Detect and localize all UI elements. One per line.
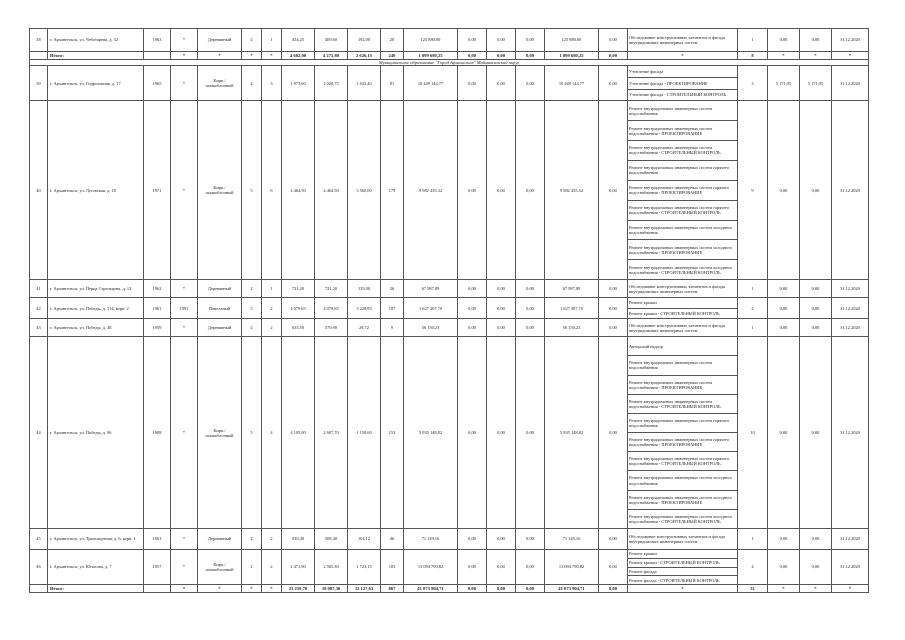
cell-unit2: * [800, 52, 832, 60]
cell-year [144, 585, 171, 593]
cell-unit1: 0,00 [768, 280, 800, 298]
cell-year2: * [171, 29, 198, 52]
cell-c4: 0,00 [599, 319, 628, 337]
table-row [30, 101, 869, 280]
table-row [30, 319, 869, 337]
table-row [30, 298, 869, 319]
cell-c3: 0,00 [516, 29, 545, 52]
cell-c3: 0,00 [516, 319, 545, 337]
cell-c2: 0,00 [487, 319, 516, 337]
work-item: Ремонт внутридомовых инженерных систем горячего водоснабжения - ПРОЕКТИРОВАНИЕ [628, 433, 737, 452]
cell-c3: 0,00 [516, 280, 545, 298]
cell-cost: 125 880,00 [404, 29, 458, 52]
work-item: Ремонт крыши - СТРОИТЕЛЬНЫЙ КОНТРОЛЬ [629, 310, 720, 316]
cell-count: 4 [738, 550, 768, 585]
cell-c2: 0,00 [487, 550, 516, 585]
cell-year: 1957 [144, 550, 171, 585]
cell-residents: 20 [381, 29, 404, 52]
cell-unit2: 0,00 [800, 337, 832, 529]
cell-residents: 107 [381, 298, 404, 319]
cell-cost2: 9 982 435,32 [545, 101, 599, 280]
work-item: Ремонт внутридомовых инженерных систем холодного водоснабжения - ПРОЕКТИРОВАНИЕ [628, 491, 737, 510]
cell-num: 42 [30, 298, 48, 319]
cell-entrances: 3 [262, 66, 282, 101]
cell-material: * [198, 52, 242, 60]
cell-num: 38 [30, 29, 48, 52]
cell-area-total: 4 464,50 [282, 101, 315, 280]
cell-residents: 9 [381, 319, 404, 337]
cell-entrances: 1 [262, 280, 282, 298]
cell-num: 46 [30, 550, 48, 585]
cell-area-total: 721,20 [282, 280, 315, 298]
cell-area-living: 2 565,30 [315, 550, 348, 585]
cell-num: 40 [30, 101, 48, 280]
cell-entrances: * [262, 52, 282, 60]
cell-unit1: 0,00 [768, 337, 800, 529]
cell-num: 45 [30, 529, 48, 550]
works-cell [628, 29, 738, 52]
cell-num [30, 52, 48, 60]
cell-cost: 41 073 904,71 [404, 585, 458, 593]
cell-c2: 0,00 [487, 66, 516, 101]
cell-year: 1959 [144, 319, 171, 337]
cell-year2: * [171, 529, 198, 550]
cell-floors: 2 [242, 280, 262, 298]
cell-area-res: 135,00 [348, 280, 381, 298]
cell-area-res: 12 127,63 [348, 585, 381, 593]
cell-c1: 0,00 [458, 529, 487, 550]
cell-unit1: 0,00 [768, 319, 800, 337]
cell-floors: 5 [242, 337, 262, 529]
cell-cost: 1 099 680,25 [404, 52, 458, 60]
cell-area-res: 2 626,15 [348, 52, 381, 60]
cell-cost2: 125 880,00 [545, 29, 599, 52]
cell-year2: * [171, 585, 198, 593]
cell-count: 1 [738, 319, 768, 337]
work-item: Ремонт внутридомовых инженерных систем холодного водоснабжения - СТРОИТЕЛЬНЫЙ КОНТРОЛЬ [629, 264, 733, 275]
cell-unit2: 0,00 [800, 319, 832, 337]
cell-residents: 81 [381, 66, 404, 101]
works-cell [628, 298, 738, 319]
cell-date: 31.12.2020 [832, 529, 869, 550]
work-item: Ремонт внутридомовых инженерных систем водоснабжения - ПРОЕКТИРОВАНИЕ [628, 121, 737, 141]
cell-year [144, 52, 171, 60]
works-cell [628, 52, 738, 60]
cell-c3: 0,00 [516, 550, 545, 585]
cell-floors: 5 [242, 101, 262, 280]
cell-material: Деревянный [198, 529, 242, 550]
cell-cost: 5 935 148,82 [404, 337, 458, 529]
cell-floors: * [242, 585, 262, 593]
table-row [30, 66, 869, 101]
cell-area-res: 28,72 [348, 319, 381, 337]
work-item: Ремонт внутридомовых инженерных систем холодного водоснабжения [628, 471, 737, 490]
cell-area-res: 1 158,69 [348, 337, 381, 529]
cell-area-total: 454,25 [282, 29, 315, 52]
cell-floors: 2 [242, 319, 262, 337]
cell-entrances: 2 [262, 319, 282, 337]
work-item: Ремонт крыши [628, 550, 737, 559]
work-item: Обследование конструктивных элементов и фасада внутридомовых инженерных систем [629, 34, 725, 45]
cell-unit2: 0,00 [800, 298, 832, 319]
work-item: Ремонт внутридомовых инженерных систем горячего водоснабжения [628, 161, 737, 181]
cell-c2: 0,00 [487, 29, 516, 52]
cell-c3: 0,00 [516, 529, 545, 550]
cell-material: Деревянный [198, 280, 242, 298]
cell-entrances: 6 [262, 101, 282, 280]
cell-count: 1 [738, 280, 768, 298]
cell-date: 31.12.2020 [832, 29, 869, 52]
cell-c4: 0,00 [599, 550, 628, 585]
cell-address: г. Архангельск, ул. Транспортная, д. 6, корп. 1 [48, 529, 144, 550]
works-cell [628, 585, 738, 593]
cell-c1: 0,00 [458, 550, 487, 585]
cell-unit1: 0,00 [768, 298, 800, 319]
cell-c3: 0,00 [516, 298, 545, 319]
cell-year2: * [171, 319, 198, 337]
cell-area-res: 104,12 [348, 529, 381, 550]
cell-address: Итого: [48, 585, 144, 593]
cell-c3: 0,00 [516, 101, 545, 280]
cell-c3: 0,00 [516, 585, 545, 593]
table-row [30, 550, 869, 585]
cell-area-living: 409,60 [315, 29, 348, 52]
cell-residents: 179 [381, 101, 404, 280]
work-item: Ремонт крыши - СТРОИТЕЛЬНЫЙ КОНТРОЛЬ [628, 559, 737, 568]
cell-material: Кирп./ шлакоблочный [198, 101, 242, 280]
table-body [30, 29, 869, 593]
cell-c3: 0,00 [516, 66, 545, 101]
cell-entrances: 2 [262, 529, 282, 550]
total-row [30, 52, 869, 60]
cell-material: Кирп./ шлакоблочный [198, 66, 242, 101]
cell-material: Деревянный [198, 319, 242, 337]
cell-c2: 0,00 [487, 337, 516, 529]
cell-c2: 0,00 [487, 585, 516, 593]
cell-floors: 2 [242, 29, 262, 52]
cell-date: * [832, 52, 869, 60]
cell-c3: 0,00 [516, 337, 545, 529]
cell-area-living: 4 464,50 [315, 101, 348, 280]
cell-c1: 0,00 [458, 66, 487, 101]
table-row [30, 280, 869, 298]
cell-c1: 0,00 [458, 29, 487, 52]
work-item: Ремонт внутридомовых инженерных систем холодного водоснабжения [628, 221, 737, 241]
cell-unit2: 0,00 [800, 101, 832, 280]
cell-date: 31.12.2020 [832, 66, 869, 101]
cell-area-living: 18 087,30 [315, 585, 348, 593]
cell-date: 31.12.2020 [832, 101, 869, 280]
work-item: Утепление фасада [628, 66, 737, 78]
cell-area-res: 1 632,40 [348, 66, 381, 101]
cell-unit2: 5 171,05 [800, 66, 832, 101]
work-item: Ремонт внутридомовых инженерных систем водоснабжения - ПРОЕКТИРОВАНИЕ [628, 376, 737, 395]
cell-material: Кирп./ шлакоблочный [198, 550, 242, 585]
cell-year: 1988 [144, 337, 171, 529]
works-cell [628, 337, 738, 529]
cell-year: 1971 [144, 101, 171, 280]
cell-year: 1965 [144, 66, 171, 101]
cell-count: 2 [738, 298, 768, 319]
cell-cost: 56 150,23 [404, 319, 458, 337]
cell-year: 1961 [144, 529, 171, 550]
cell-residents: 249 [381, 52, 404, 60]
cell-date: 31.12.2020 [832, 550, 869, 585]
cell-address: г. Архангельск, ул. Победы, д. 96 [48, 337, 144, 529]
cell-unit1: 5 171,05 [768, 66, 800, 101]
work-item: Ремонт внутридомовых инженерных систем водоснабжения [628, 101, 737, 121]
cell-year2: * [171, 66, 198, 101]
cell-cost2: 41 073 904,71 [545, 585, 599, 593]
cell-cost2: 1 099 680,25 [545, 52, 599, 60]
cell-date: 31.12.2020 [832, 337, 869, 529]
work-item: Ремонт внутридомовых инженерных систем горячего водоснабжения - СТРОИТЕЛЬНЫЙ КОНТРОЛЬ [628, 452, 737, 471]
cell-cost2: 56 150,23 [545, 319, 599, 337]
cell-area-living: 579,90 [315, 319, 348, 337]
cell-unit2: 0,00 [800, 529, 832, 550]
cell-c1: 0,00 [458, 280, 487, 298]
cell-count: 1 [738, 529, 768, 550]
cell-area-total: 4 602,00 [282, 52, 315, 60]
cell-area-total: 510,40 [282, 529, 315, 550]
cell-unit1: 0,00 [768, 529, 800, 550]
cell-c4: 0,00 [599, 280, 628, 298]
cell-area-total: 635,50 [282, 319, 315, 337]
cell-count: 31 [738, 585, 768, 593]
cell-c2: 0,00 [487, 529, 516, 550]
cell-unit1: 0,00 [768, 550, 800, 585]
cell-area-total: 2 471,90 [282, 550, 315, 585]
cell-material: Деревянный [198, 29, 242, 52]
work-item: Утепление фасада - ПРОЕКТИРОВАНИЕ [628, 78, 737, 90]
cell-c4: 0,00 [599, 529, 628, 550]
cell-year2: * [171, 52, 198, 60]
cell-c1: 0,00 [458, 585, 487, 593]
cell-entrances: 1 [262, 29, 282, 52]
cell-area-living: 4 271,80 [315, 52, 348, 60]
table-row [30, 529, 869, 550]
work-item: Ремонт внутридомовых инженерных систем холодного водоснабжения - СТРОИТЕЛЬНЫЙ КОНТРОЛЬ [629, 513, 733, 524]
cell-residents: 46 [381, 529, 404, 550]
cell-c1: 0,00 [458, 101, 487, 280]
work-item: Обследование конструктивных элементов и фасада внутридомовых инженерных систем [629, 283, 725, 294]
cell-year2: 1991 [171, 298, 198, 319]
cell-c1: 0,00 [458, 319, 487, 337]
cell-c4: 0,00 [599, 585, 628, 593]
cell-date: 31.12.2020 [832, 280, 869, 298]
cell-cost2: 67 987,89 [545, 280, 599, 298]
cell-residents: 153 [381, 337, 404, 529]
cell-area-living: 4 079,65 [315, 298, 348, 319]
cell-c2: 0,00 [487, 52, 516, 60]
cell-year2: * [171, 280, 198, 298]
cell-area-total: 4 105,00 [282, 337, 315, 529]
work-item: Утепление фасада - СТРОИТЕЛЬНЫЙ КОНТРОЛЬ [629, 92, 727, 98]
cell-cost2: 10 449 144,77 [545, 66, 599, 101]
works-cell [628, 101, 738, 280]
cell-address: г. Архангельск, ул. Юнасова, д. 7 [48, 550, 144, 585]
cell-count: 9 [738, 101, 768, 280]
cell-num: 44 [30, 337, 48, 529]
cell-date: * [832, 585, 869, 593]
cell-address: г. Архангельск, ул. Перца Стрельцова, д. 13 [48, 280, 144, 298]
municipality-title: Муниципальное образование "Город Архангельск" Маймаксанский округ [30, 60, 869, 66]
cell-year: 1962 [144, 280, 171, 298]
cell-area-res: 3 228,83 [348, 298, 381, 319]
cell-area-total: 23 259,70 [282, 585, 315, 593]
cell-cost: 1 627 307,70 [404, 298, 458, 319]
cell-unit1: * [768, 52, 800, 60]
cell-c2: 0,00 [487, 101, 516, 280]
cell-count: 1 [738, 29, 768, 52]
cell-date: 31.12.2020 [832, 298, 869, 319]
cell-unit1: * [768, 585, 800, 593]
cell-floors: 2 [242, 529, 262, 550]
cell-c1: 0,00 [458, 337, 487, 529]
cell-area-total: 1 873,60 [282, 66, 315, 101]
cell-cost2: 5 935 148,82 [545, 337, 599, 529]
cell-count: 8 [738, 52, 768, 60]
table-row [30, 337, 869, 529]
cell-residents: 26 [381, 280, 404, 298]
cell-address: г. Архангельск, ул. Чеботарева, д. 32 [48, 29, 144, 52]
work-item: Ремонт внутридомовых инженерных систем водоснабжения [628, 356, 737, 375]
cell-unit1: 0,00 [768, 101, 800, 280]
work-item: Обследование конструктивных элементов и фасада внутридомовых инженерных систем [629, 533, 725, 544]
cell-c1: 0,00 [458, 52, 487, 60]
cell-area-living: 2 607,70 [315, 337, 348, 529]
cell-year2: * [171, 337, 198, 529]
cell-cost2: 71 149,16 [545, 529, 599, 550]
cell-residents: 867 [381, 585, 404, 593]
cell-year: 1963 [144, 29, 171, 52]
total-row [30, 585, 869, 593]
cell-floors: 2 [242, 550, 262, 585]
work-item: Ремонт внутридомовых инженерных систем холодного водоснабжения - ПРОЕКТИРОВАНИЕ [628, 240, 737, 260]
cell-c1: 0,00 [458, 298, 487, 319]
cell-num: 43 [30, 319, 48, 337]
cell-cost: 10 449 144,77 [404, 66, 458, 101]
cell-cost2: 1 627 307,70 [545, 298, 599, 319]
cell-count: 10 [738, 337, 768, 529]
cell-material: Кирп./ шлакоблочный [198, 337, 242, 529]
cell-cost2: 13 094 790,82 [545, 550, 599, 585]
cell-date: 31.12.2020 [832, 319, 869, 337]
cell-unit2: 0,00 [800, 550, 832, 585]
cell-area-living: 2 020,75 [315, 66, 348, 101]
work-item: Ремонт внутридомовых инженерных систем горячего водоснабжения - ПРОЕКТИРОВАНИЕ [628, 181, 737, 201]
cell-year2: * [171, 101, 198, 280]
cell-unit2: * [800, 585, 832, 593]
cell-cost: 13 094 790,82 [404, 550, 458, 585]
cell-cost: 67 987,89 [404, 280, 458, 298]
work-item: Обследование конструктивных элементов и фасада внутридомовых инженерных систем [629, 322, 725, 333]
cell-area-living: 721,20 [315, 280, 348, 298]
cell-floors: 4 [242, 66, 262, 101]
cell-address: Итого: [48, 52, 144, 60]
cell-count: 3 [738, 66, 768, 101]
work-item: * [681, 52, 684, 58]
cell-c2: 0,00 [487, 298, 516, 319]
works-cell [628, 529, 738, 550]
work-item: Ремонт внутридомовых инженерных систем горячего водоснабжения [628, 414, 737, 433]
work-item: Авторский надзор [628, 337, 737, 356]
cell-address: г. Архангельск, ул. Победы, д. 114, корп. 2 [48, 298, 144, 319]
cell-residents: 183 [381, 550, 404, 585]
work-item: Ремонт внутридомовых инженерных систем водоснабжения - СТРОИТЕЛЬНЫЙ КОНТРОЛЬ [628, 395, 737, 414]
cell-unit2: 0,00 [800, 280, 832, 298]
cell-entrances: 2 [262, 298, 282, 319]
cell-c4: 0,00 [599, 298, 628, 319]
works-cell [628, 550, 738, 585]
cell-area-res: 192,00 [348, 29, 381, 52]
works-cell [628, 280, 738, 298]
cell-num: 39 [30, 66, 48, 101]
work-item: Ремонт внутридомовых инженерных систем водоснабжения - СТРОИТЕЛЬНЫЙ КОНТРОЛЬ [628, 141, 737, 161]
cell-c4: 0,00 [599, 66, 628, 101]
cell-c4: 0,00 [599, 29, 628, 52]
cell-area-living: 508,40 [315, 529, 348, 550]
cell-year: 1961 [144, 298, 171, 319]
cell-material: * [198, 585, 242, 593]
work-item: Ремонт фасада - СТРОИТЕЛЬНЫЙ КОНТРОЛЬ [629, 577, 720, 583]
cell-num [30, 585, 48, 593]
cell-cost: 9 982 435,32 [404, 101, 458, 280]
cell-unit1: 0,00 [768, 29, 800, 52]
cell-cost: 71 149,16 [404, 529, 458, 550]
cell-floors: 5 [242, 298, 262, 319]
cell-unit2: 0,00 [800, 29, 832, 52]
cell-c4: 0,00 [599, 101, 628, 280]
work-item: Ремонт внутридомовых инженерных систем горячего водоснабжения - СТРОИТЕЛЬНЫЙ КОНТРОЛЬ [628, 201, 737, 221]
cell-address: г. Архангельск, ул. Победы, д. 48 [48, 319, 144, 337]
capital-repair-table [29, 28, 869, 593]
work-item: Ремонт крыши [628, 298, 737, 309]
cell-c4: 0,00 [599, 52, 628, 60]
works-cell [628, 66, 738, 101]
cell-area-total: 4 079,65 [282, 298, 315, 319]
table-row [30, 29, 869, 52]
works-cell [628, 319, 738, 337]
cell-floors: * [242, 52, 262, 60]
cell-num: 41 [30, 280, 48, 298]
cell-entrances: 4 [262, 337, 282, 529]
cell-area-res: 1 723,15 [348, 550, 381, 585]
cell-entrances: 2 [262, 550, 282, 585]
cell-c3: 0,00 [516, 52, 545, 60]
cell-entrances: * [262, 585, 282, 593]
cell-address: г. Архангельск, ул. Гидролизная, д. 17 [48, 66, 144, 101]
cell-c2: 0,00 [487, 280, 516, 298]
work-item: Ремонт фасада [628, 568, 737, 577]
cell-c4: 0,00 [599, 337, 628, 529]
cell-address: г. Архангельск, ул. Луговская, д. 18 [48, 101, 144, 280]
cell-area-res: 3 560,00 [348, 101, 381, 280]
cell-material: Панельный [198, 298, 242, 319]
work-item: * [681, 585, 684, 591]
cell-year2: * [171, 550, 198, 585]
